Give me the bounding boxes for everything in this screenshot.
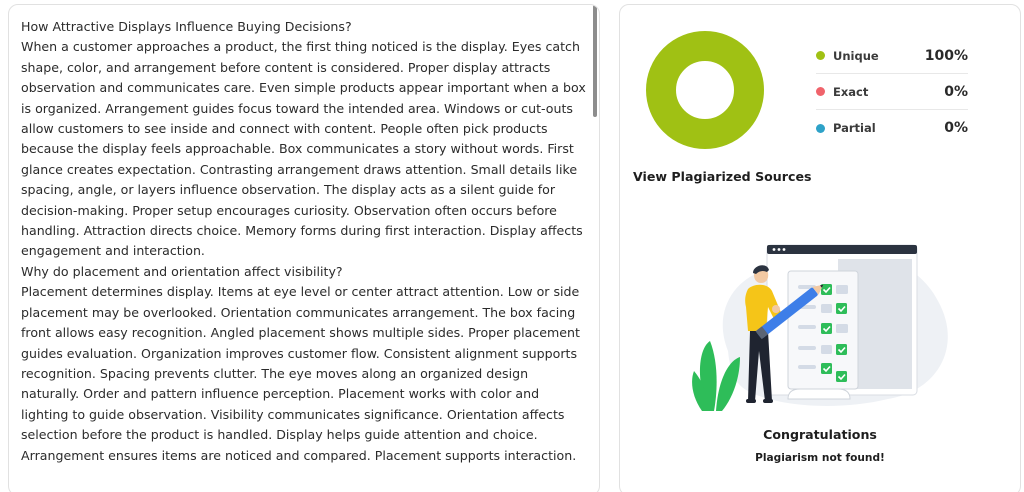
legend-value-partial: 0%	[944, 120, 968, 136]
essay-heading-1: How Attractive Displays Influence Buying Decisions?	[21, 19, 352, 34]
legend-label-exact: Exact	[833, 84, 869, 99]
congratulations-title: Congratulations	[763, 427, 877, 442]
donut-segment-unique	[661, 46, 749, 134]
uniqueness-donut-chart	[646, 31, 764, 149]
legend-value-exact: 0%	[944, 83, 968, 100]
essay-heading-2: Why do placement and orientation affect visibility?	[21, 263, 343, 279]
plagiarism-result-panel	[619, 4, 1021, 492]
exact-dot-icon	[816, 87, 825, 96]
essay-text-panel	[8, 4, 600, 492]
legend-label-unique: Unique	[833, 48, 879, 63]
essay-paragraph-2: Placement determines display. Items at eye level or center attract attention. Low or side placement may be overlooked. Orientation communicates arrangement. The box facing front allows easy recognition. Angled placement shows multiple sides. Proper placement guides evaluation. Organization improves customer flow. Consistent alignment supports recognition. Spacing prevents clutter. The eye moves along an organized design naturally. Order and pattern influence perception. Placement works with color and lighting to guide observation. Visibility communicates significance. Orientation affects selection before the product is handled. Display helps guide attention and choice. Arrangement ensures items are noticed and compared. Placement supports interaction.	[21, 284, 580, 463]
view-plagiarized-sources-heading: View Plagiarized Sources	[633, 169, 812, 184]
legend-label-partial: Partial	[833, 121, 876, 135]
report-checklist-illustration	[688, 231, 958, 413]
scrollbar-thumb[interactable]	[593, 5, 597, 117]
legend-row-exact	[816, 74, 968, 110]
vertical-scrollbar[interactable]	[593, 5, 597, 492]
partial-dot-icon	[816, 124, 825, 133]
essay-paragraph-1: When a customer approaches a product, the first thing noticed is the display. Eyes catch shape, color, and arrangement before content is considered. Proper display attracts observation and communicates care. Even simple products appear important when a box is organized. Arrangement guides focus toward the intended area. Windows or cut-outs allow customers to see inside and connect with content. People often pick products because the display feels approachable. Box communicates a story without words. First glance creates expectation. Contrasting arrangement draws attention. Small details like spacing, angle, or layers influence observation. The display acts as a silent guide for decision-making. Proper setup encourages curiosity. Observation often occurs before handling. Attraction directs choice. Memory forms during first interaction. Display affects engagement and interaction.	[21, 39, 586, 259]
unique-dot-icon	[816, 51, 825, 60]
legend-row-partial	[816, 110, 968, 146]
legend-value-unique: 100%	[924, 47, 968, 64]
plagiarism-not-found-message: Plagiarism not found!	[755, 452, 885, 464]
legend-row-unique	[816, 38, 968, 74]
result-legend	[816, 38, 968, 146]
essay-text	[21, 17, 587, 466]
